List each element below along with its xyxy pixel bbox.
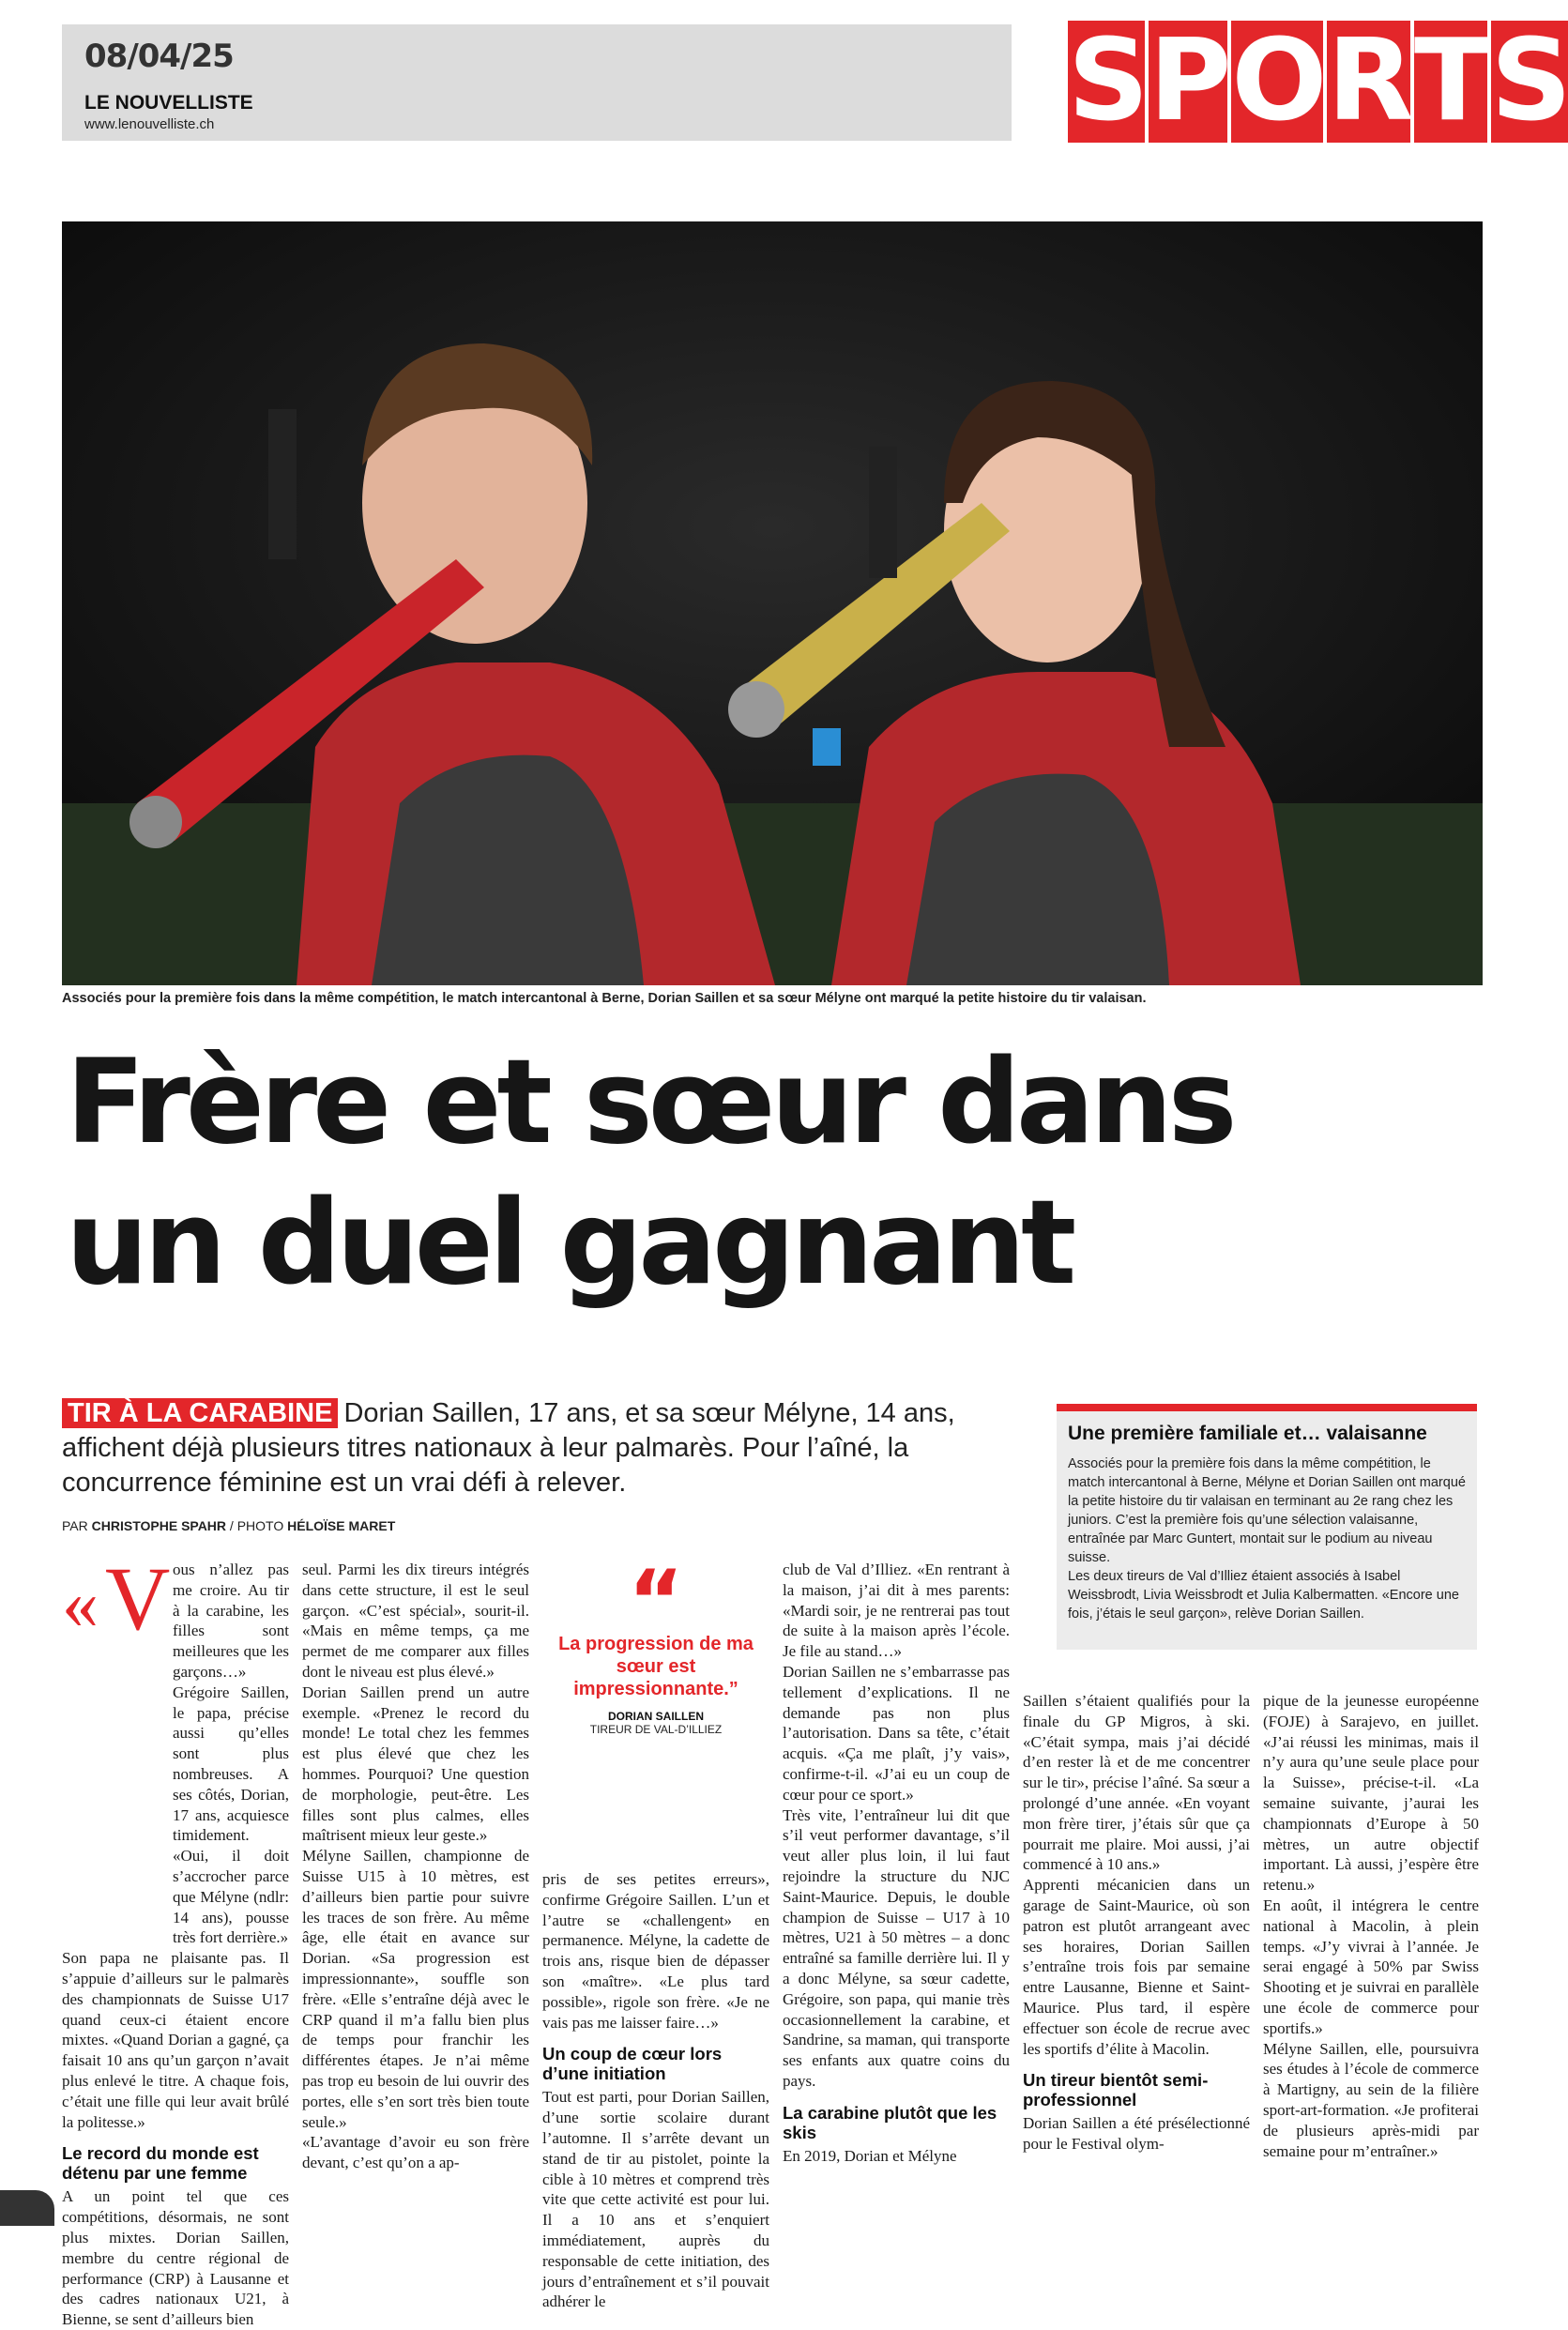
article-column-6: [1263, 1691, 1479, 2161]
article-paragraph: Mélyne Saillen, elle, poursuivra ses études à l’école de commerce à Martigny, au sein de la filière sport-art-formation. «Je profiterai de plusieurs après-midi par semaine pour m’entraîner.»: [1263, 2039, 1479, 2160]
rubric-letter: S: [1068, 16, 1146, 146]
lead-paragraph: [62, 1396, 1000, 1500]
article-column-2: [302, 1560, 529, 2173]
article-paragraph: Tout est parti, pour Dorian Saillen, d’une sortie scolaire durant l’automne. Il s’arrête devant un stand de tir au pistolet, pointe la cible à 10 mètres et comprend très vite que cette activité est pour lui. Il a 10 ans et s’enquiert immédiatement, auprès du responsable de cette initiation, des jours d’entraînement et s’il pouvait adhérer le: [542, 2088, 769, 2311]
article-column-1: [62, 1548, 289, 2330]
byline-separator: / PHOTO: [226, 1518, 288, 1533]
byline-author: CHRISTOPHE SPAHR: [91, 1518, 227, 1533]
article-paragraph: Dorian Saillen a été présélectionné pour le Festival olym-: [1023, 2114, 1250, 2154]
subheading: Un coup de cœur lors d’une initiation: [542, 2044, 723, 2084]
article-paragraph: Dorian Saillen prend un autre exemple. «Prenez le record du monde! Le total chez les femmes est plus élevé que chez les hommes. Pourquoi? Une question de morphologie, peut-être. Les filles sont plus calmes, elles maîtrisent mieux leur geste.»: [302, 1683, 529, 1845]
article-paragraph: A un point tel que ces compétitions, désormais, ne sont plus mixtes. Dorian Saillen, membre du centre régional de performance (CRP) à Lausanne et des cadres nationaux U21, à Bienne, se sent d’ailleurs bien: [62, 2187, 289, 2329]
article-paragraph: Dorian Saillen ne s’embarrasse pas tellement d’explications. Il ne demande pas non plus l’autorisation. Dans sa tête, c’était acquis. «Ça me plaît, j’y vais», confirme-t-il. «J’ai eu un coup de cœur pour ce sport.»: [783, 1662, 1010, 1804]
sidebar-paragraph: Associés pour la première fois dans la même compétition, le match intercantonal à Berne, Mélyne et Dorian Saillen ont marqué la petite histoire du tir valaisan en terminant au 2e rang chez les juniors. C’est la première fois qu’une sélection valaisanne, entraînée par Marc Guntert, montait sur le podium au niveau suisse.: [1068, 1456, 1466, 1565]
subheading: Un tireur bientôt semi-professionnel: [1023, 2070, 1209, 2110]
article-paragraph: Son papa ne plaisante pas. Il s’appuie d’ailleurs sur le palmarès des championnats de Suisse U17 quand ceux-ci étaient encore mixtes. «Quand Dorian a gagné, ça faisait 10 ans qu’un garçon n’avait plus enlevé le titre. A chaque fois, c’était une fille qui leur avait brûlé la politesse.»: [62, 1949, 289, 2131]
article-paragraph: ous n’allez pas me croire. Au tir à la carabine, les filles sont meilleures que les garçons…» Grégoire Saillen, le papa, précise aussi qu’elles sont plus nombreuses. A ses côtés, Dorian, 17 ans, acquiesce timidement. «Oui, il doit s’accrocher parce que Mélyne (ndlr: 14 ans), pousse très fort derrière.»: [173, 1561, 289, 1947]
sidebar-title: Une première familiale et… valaisanne: [1068, 1423, 1427, 1444]
article-paragraph: En 2019, Dorian et Mélyne: [783, 2146, 957, 2165]
sidebar-paragraph: Les deux tireurs de Val d’Illiez étaient associés à Isabel Weissbrodt, Livia Weissbrodt et Julia Kalbermatten. «Encore une fois, j’étais le seul garçon», relève Dorian Saillen.: [1068, 1569, 1459, 1622]
byline-prefix: PAR: [62, 1518, 88, 1533]
article-paragraph: club de Val d’Illiez. «En rentrant à la maison, j’ai dit à mes parents: «Mardi soir, je ne rentrerai pas tout de suite à la maison après l’école. Je file au stand…»: [783, 1561, 1010, 1661]
rubric-letter: O: [1231, 16, 1324, 146]
issue-date: 08/04/25: [84, 38, 234, 75]
topic-tag: TIR À LA CARABINE: [62, 1398, 338, 1428]
quote-mark-icon: “: [628, 1552, 684, 1651]
article-paragraph: «L’avantage d’avoir eu son frère devant, c’est qu’on a ap-: [302, 2133, 529, 2172]
article-paragraph: seul. Parmi les dix tireurs intégrés dans cette structure, il est le seul garçon. «C’est spécial», sourit-il. «Mais en même temps, ça me permet de me comparer aux filles dont le niveau est plus élevé.»: [302, 1561, 529, 1681]
rubric-letter: R: [1327, 16, 1410, 146]
dropcap-quote: «: [62, 1562, 99, 1644]
rubric-letter: T: [1413, 16, 1487, 146]
article-paragraph: pris de ses petites erreurs», confirme Grégoire Saillen. L’un et l’autre se «challengent» en permanence. Mélyne, la cadette de trois ans, risque bien de dépasser son «maître». «Le plus tard possible», rigole son frère. «Je ne vais pas me laisser faire…»: [542, 1870, 769, 2032]
photo-caption: Associés pour la première fois dans la même compétition, le match intercantonal à Berne, Dorian Saillen et sa sœur Mélyne ont marqué la petite histoire du tir valaisan.: [62, 991, 1147, 1006]
page-corner-mark: [0, 2190, 54, 2226]
newspaper-name: LE NOUVELLISTE: [84, 92, 253, 114]
article-paragraph: Apprenti mécanicien dans un garage de Saint-Maurice, où son patron est plutôt arrangeant avec ses horaires, Dorian Saillen s’entraîne trois fois par semaine entre Lausanne, Bienne et Saint-Maurice. Plus tard, il espère effectuer son école de recrue avec les sportifs d’élite à Macolin.: [1023, 1876, 1250, 2058]
sidebar-body: [1068, 1454, 1466, 1623]
byline-photographer: HÉLOÏSE MARET: [287, 1518, 396, 1533]
article-column-3: [542, 1869, 769, 2312]
newspaper-url: www.lenouvelliste.ch: [84, 116, 215, 132]
rubric-letter: S: [1490, 16, 1568, 146]
article-column-5: [1023, 1691, 1250, 2155]
article-photo: [62, 221, 1483, 985]
article-paragraph: pique de la jeunesse européenne (FOJE) à Sarajevo, en juillet. «J’ai réussi les minimas, mais il n’y aura qu’une seule place pour la Suisse», précise-t-il. «La semaine suivante, j’aurai les championnats d’Europe à 50 mètres, un autre objectif important. Là aussi, j’espère être retenu.»: [1263, 1692, 1479, 1895]
article-paragraph: Mélyne Saillen, championne de Suisse U15 à 10 mètres, est d’ailleurs bien partie pour suivre les traces de son frère. Au même âge, elle était en avance sur Dorian. «Sa progression est impressionnante», souffle son frère. «Elle s’entraîne déjà avec le CRP quand il m’a fallu bien plus de temps pour franchir les différentes étapes. Je n’ai même pas trop eu besoin de lui ouvrir des portes, elle s’en sort très bien toute seule.»: [302, 1847, 529, 2131]
article-paragraph: En août, il intégrera le centre national à Macolin, à plein temps. «J’y vivrai à l’année. Je serai engagé à 50% par Swiss Shooting et je suivrai en parallèle une école de commerce pour sportifs.»: [1263, 1896, 1479, 2037]
rubric-letter: P: [1149, 16, 1228, 146]
headline-line: Frère et sœur dans: [66, 1035, 1233, 1170]
article-column-4: [783, 1560, 1010, 2167]
article-paragraph: Très vite, l’entraîneur lui dit que s’il veut performer davantage, s’il veut aller plus loin, il lui faut rejoindre la structure du NJC Saint-Maurice. Depuis, le double champion de Suisse – U17 à 10 mètres, U21 à 50 mètres – a donc entraîné sa famille derrière lui. Il y a donc Mélyne, sa sœur cadette, Grégoire, son papa, qui manie très occasionnellement la carabine, et Sandrine, sa maman, qui transporte ses enfants aux quatre coins du pays.: [783, 1805, 1010, 2090]
lead-text: Dorian Saillen, 17 ans, et sa sœur Mélyne, 14 ans, affichent déjà plusieurs titres nationaux à leur palmarès. Pour l’aîné, la concurrence féminine est un vrai défi à relever.: [62, 1398, 955, 1498]
dropcap-letter: V: [105, 1548, 171, 1649]
headline-line: un duel gagnant: [66, 1176, 1073, 1311]
pull-quote-author: DORIAN SAILLEN: [608, 1710, 704, 1723]
article-paragraph: Saillen s’étaient qualifiés pour la finale du GP Migros, à ski. «C’était sympa, mais j’ai décidé d’en rester là et de me concentrer sur le tir», précise l’aîné. Sa sœur a prolongé d’une année. «En voyant mon frère tirer, j’étais sûr que ça pourrait me plaire. Moi aussi, j’ai commencé à 10 ans.»: [1023, 1692, 1250, 1874]
section-rubric: [1068, 16, 1568, 146]
subheading: Le record du monde est détenu par une femme: [62, 2143, 259, 2184]
headline: [66, 1032, 1473, 1314]
pull-quote: [542, 1552, 769, 1736]
subheading: La carabine plutôt que les skis: [783, 2102, 997, 2142]
pull-quote-role: TIREUR DE VAL-D’ILLIEZ: [589, 1723, 723, 1736]
pull-quote-text: La progression de ma sœur est impressionnante.”: [558, 1634, 754, 1699]
byline: [62, 1518, 395, 1533]
sidebar-box: [1057, 1404, 1477, 1650]
